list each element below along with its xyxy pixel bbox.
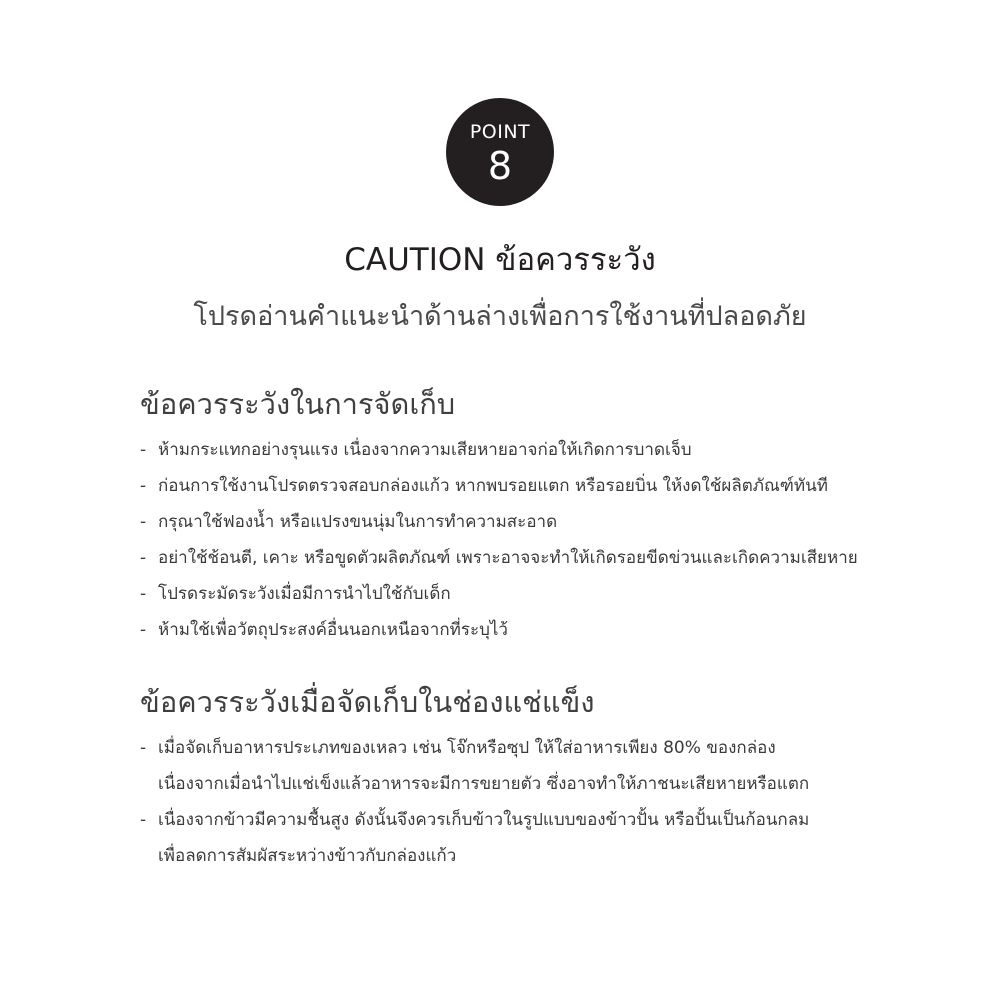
list-item-line: เพื่อลดการสัมผัสระหว่างข้าวกับกล่องแก้ว bbox=[158, 846, 457, 866]
list-item bbox=[140, 802, 960, 874]
list-item-text bbox=[158, 730, 809, 802]
list-item-line: เมื่อจัดเก็บอาหารประเภทของเหลว เช่น โจ๊กหรือซุป ให้ใส่อาหารเพียง 80% ของกล่อง bbox=[158, 738, 776, 758]
bullet-dash: - bbox=[140, 548, 147, 568]
list-item-text: ห้ามใช้เพื่อวัตถุประสงค์อื่นนอกเหนือจากที่ระบุไว้ bbox=[158, 620, 508, 640]
list-item-text: ก่อนการใช้งานโปรดตรวจสอบกล่องแก้ว หากพบรอยแตก หรือรอยบิ่น ให้งดใช้ผลิตภัณฑ์ทันที bbox=[158, 476, 828, 496]
bullet-dash: - bbox=[140, 810, 147, 830]
list-item bbox=[140, 468, 960, 504]
storage-caution-section bbox=[140, 382, 960, 648]
list-item bbox=[140, 612, 960, 648]
bullet-dash: - bbox=[140, 440, 147, 460]
point-label: POINT bbox=[469, 121, 531, 143]
list-item bbox=[140, 576, 960, 612]
page-subtitle: โปรดอ่านคำแนะนำด้านล่างเพื่อการใช้งานที่ปลอดภัย bbox=[193, 301, 807, 332]
list-item-text: ห้ามกระแทกอย่างรุนแรง เนื่องจากความเสียหายอาจก่อให้เกิดการบาดเจ็บ bbox=[158, 440, 692, 460]
bullet-dash: - bbox=[140, 738, 147, 758]
freezer-caution-section bbox=[140, 680, 960, 874]
list-item-text: โปรดระมัดระวังเมื่อมีการนำไปใช้กับเด็ก bbox=[158, 584, 451, 604]
bullet-dash: - bbox=[140, 512, 147, 532]
list-item bbox=[140, 730, 960, 802]
point-number: 8 bbox=[487, 144, 513, 188]
list-item bbox=[140, 432, 960, 468]
list-item-line: เนื่องจากเมื่อนำไปแช่เข็งแล้วอาหารจะมีการขยายตัว ซึ่งอาจทำให้ภาชนะเสียหายหรือแตก bbox=[158, 774, 810, 794]
bullet-dash: - bbox=[140, 620, 147, 640]
list-item-text: อย่าใช้ช้อนตี, เคาะ หรือขูดตัวผลิตภัณฑ์ เพราะอาจจะทำให้เกิดรอยขีดข่วนและเกิดความเสียหาย bbox=[158, 548, 858, 568]
list-item-text bbox=[158, 802, 809, 874]
bullet-dash: - bbox=[140, 584, 147, 604]
storage-caution-heading: ข้อควรระวังในการจัดเก็บ bbox=[140, 387, 456, 421]
point-badge bbox=[446, 98, 554, 206]
page-title: CAUTION ข้อควรระวัง bbox=[344, 242, 656, 278]
list-item-text: กรุณาใช้ฟองน้ำ หรือแปรงขนนุ่มในการทำความสะอาด bbox=[158, 512, 558, 532]
bullet-dash: - bbox=[140, 476, 147, 496]
list-item bbox=[140, 540, 960, 576]
list-item bbox=[140, 504, 960, 540]
list-item-line: เนื่องจากข้าวมีความชื้นสูง ดังนั้นจึงควรเก็บข้าวในรูปแบบของข้าวปั้น หรือปั้นเป็นก้อนกลม bbox=[158, 810, 810, 830]
freezer-caution-heading: ข้อควรระวังเมื่อจัดเก็บในช่องแช่แข็ง bbox=[140, 685, 595, 719]
